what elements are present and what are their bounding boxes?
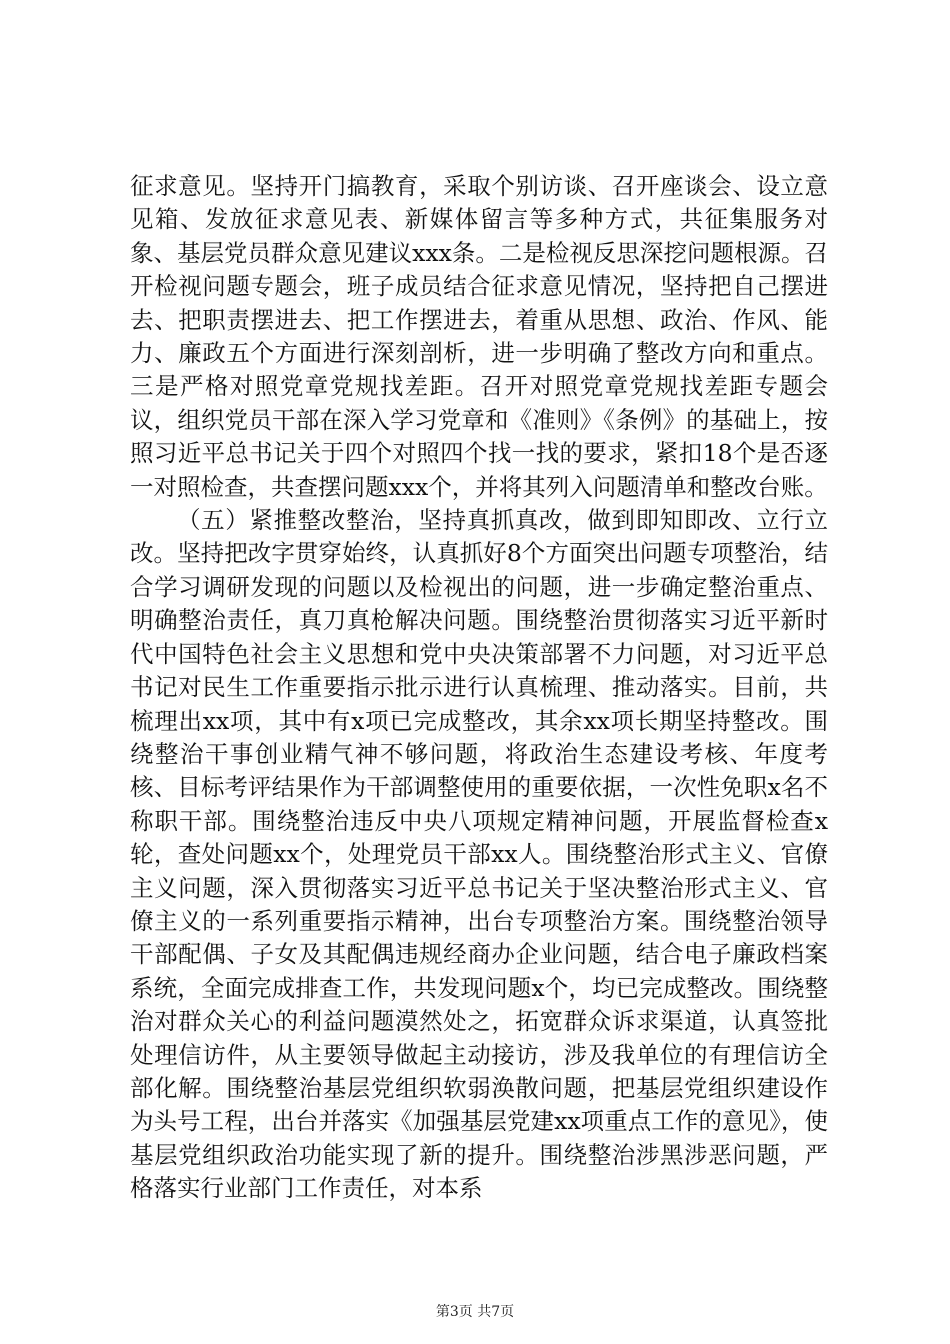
page-total: 共7页	[477, 1304, 515, 1320]
paragraph-2: （五）紧推整改整治，坚持真抓真改，做到即知即改、立行立改。坚持把改字贯穿始终，认真抓好8个方面突出问题专项整治，结合学习调研发现的问题以及检视出的问题，进一步确定整治重点、明确整治责任，真刀真枪解决问题。围绕整治贯彻落实习近平新时代中国特色社会主义思想和党中央决策部署不力问题，对习近平总书记对民生工作重要指示批示进行认真梳理、推动落实。目前，共梳理出xx项，其中有x项已完成整改，其余xx项长期坚持整改。围绕整治干事创业精气神不够问题，将政治生态建设考核、年度考核、目标考评结果作为干部调整使用的重要依据，一次性免职x名不称职干部。围绕整治违反中央八项规定精神问题，开展监督检查x轮，查处问题xx个，处理党员干部xx人。围绕整治形式主义、官僚主义问题，深入贯彻落实习近平总书记关于坚决整治形式主义、官僚主义的一系列重要指示精神，出台专项整治方案。围绕整治领导干部配偶、子女及其配偶违规经商办企业问题，结合电子廉政档案系统，全面完成排查工作，共发现问题x个，均已完成整改。围绕整治对群众关心的利益问题漠然处之，拓宽群众诉求渠道，认真签批处理信访件，从主要领导做起主动接访，涉及我单位的有理信访全部化解。围绕整治基层党组织软弱涣散问题，把基层党组织建设作为头号工程，出台并落实《加强基层党建xx项重点工作的意见》，使基层党组织政治功能实现了新的提升。围绕整治涉黑涉恶问题，严格落实行业部门工作责任，对本系	[130, 506, 828, 1203]
document-body	[130, 170, 828, 1206]
page-footer	[0, 1302, 950, 1322]
paragraph-1: 征求意见。坚持开门搞教育，采取个别访谈、召开座谈会、设立意见箱、发放征求意见表、新媒体留言等多种方式，共征集服务对象、基层党员群众意见建议xxx条。二是检视反思深挖问题根源。召开检视问题专题会，班子成员结合征求意见情况，坚持把自己摆进去、把职责摆进去、把工作摆进去，着重从思想、政治、作风、能力、廉政五个方面进行深刻剖析，进一步明确了整改方向和重点。三是严格对照党章党规找差距。召开对照党章党规找差距专题会议，组织党员干部在深入学习党章和《准则》《条例》的基础上，按照习近平总书记关于四个对照四个找一找的要求，紧扣18个是否逐一对照检查，共查摆问题xxx个，并将其列入问题清单和整改台账。	[130, 172, 828, 501]
page-number: 第3页	[435, 1304, 473, 1320]
